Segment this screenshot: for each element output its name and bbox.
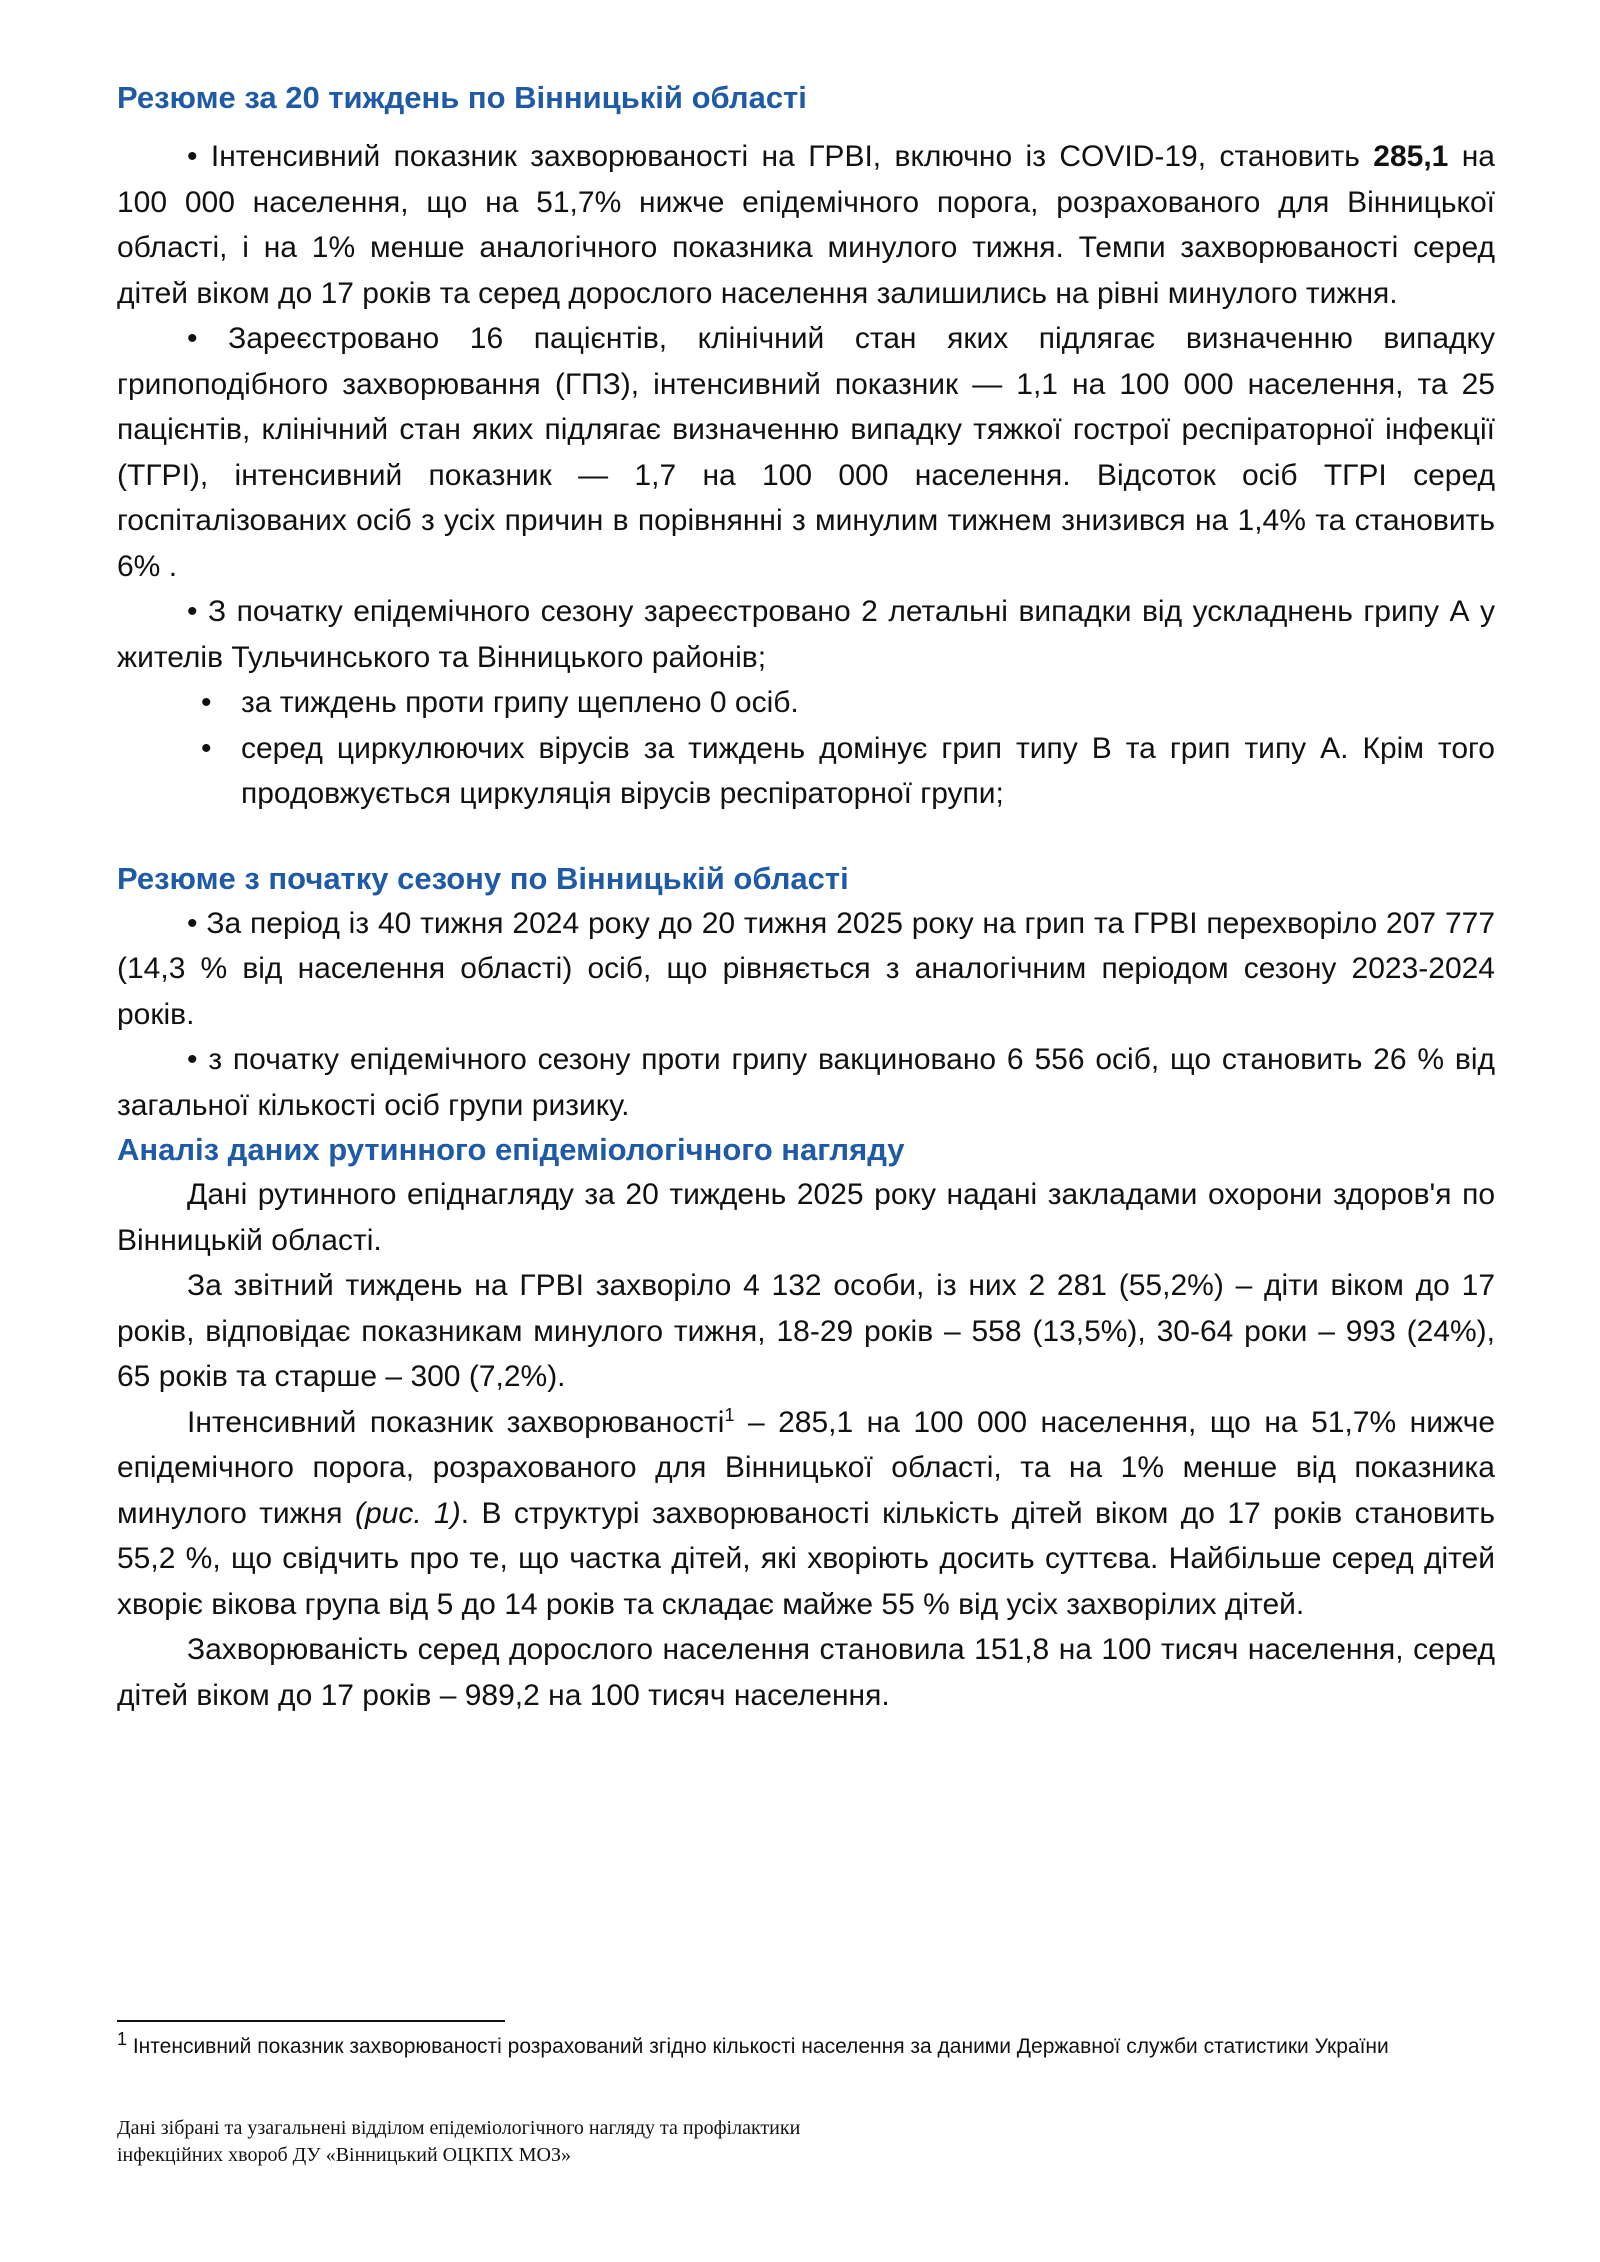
paragraph-adult-child-rates: Захворюваність серед дорослого населення становила 151,8 на 100 тисяч населення, серед дітей віком до 17 років – 989,2 на 100 тисяч населення. xyxy=(117,1633,1495,1712)
figure-reference: (рис. 1) xyxy=(354,1496,461,1530)
footnote-reference[interactable]: 1 xyxy=(724,1404,735,1425)
source-line: інфекційних хвороб ДУ «Вінницький ОЦКПХ МОЗ» xyxy=(117,2144,572,2166)
incidence-value: 285,1 xyxy=(1373,140,1449,173)
paragraph-fatal-cases: • З початку епідемічного сезону зареєстровано 2 летальні випадки від ускладнень грипу А у жителів Тульчинського та Вінницького районів; xyxy=(117,595,1495,674)
source-note xyxy=(117,2115,1117,2169)
document-page xyxy=(117,76,1495,1718)
bullet-item-vaccinated: • за тиждень проти грипу щеплено 0 осіб. xyxy=(117,680,1495,726)
paragraph-ili-sari: • Зареєстровано 16 пацієнтів, клінічний стан яких підлягає визначенню випадку грипоподібного захворювання (ГПЗ), інтенсивний показник — 1,1 на 100 000 населення, та 25 пацієнтів, клінічний стан яких підлягає визначенню випадку тяжкої гострої респіраторної інфекції (ТГРІ), інтенсивний показник — 1,7 на 100 000 населення. Відсоток осіб ТГРІ серед госпіталізованих осіб з усіх причин в порівнянні з минулим тижнем знизився на 1,4% та становить 6% . xyxy=(117,322,1495,583)
bullet-item-circulating-viruses: • серед циркулюючих вірусів за тиждень домінує грип типу В та грип типу А. Крім того продовжується циркуляція вірусів респіраторної групи; xyxy=(117,726,1495,817)
paragraph-season-vaccination: • з початку епідемічного сезону проти грипу вакциновано 6 556 осіб, що становить 26 % від загальної кількості осіб групи ризику. xyxy=(117,1043,1495,1122)
bullet-icon: • xyxy=(201,731,212,765)
footnote-marker: 1 xyxy=(117,2029,128,2049)
paragraph-season-cases: • За період із 40 тижня 2024 року до 20 тижня 2025 року на грип та ГРВІ перехворіло 207 777 (14,3 % від населення області) осіб, що рівняється з аналогічним періодом сезону 2023-2024 років. xyxy=(117,906,1495,1031)
footnote: $^1$ Інтенсивний показник захворюваності розрахований згідно кількості населення за даними Державної служби статистики України xyxy=(117,2029,1389,2058)
bullet-icon: • xyxy=(201,686,212,719)
section-title-season-summary: Резюме з початку сезону по Вінницькій області xyxy=(117,860,849,896)
paragraph-data-source: Дані рутинного епіднагляду за 20 тиждень 2025 року надані закладами охорони здоров'я по Вінницькій області. xyxy=(117,1178,1495,1257)
source-line: Дані зібрані та узагальнені відділом епідеміологічного нагляду та профілактики xyxy=(117,2117,801,2139)
section-title-weekly-summary: Резюме за 20 тиждень по Вінницькій області xyxy=(117,80,807,115)
footnote-separator xyxy=(117,2020,505,2022)
paragraph-incidence-structure: Інтенсивний показник захворюваності$^1$ – 285,1 на 100 000 населення, що на 51,7% нижче епідемічного порога, розрахованого для Вінницької області, та на 1% менше від показника минулого тижня (рис. 1). В структурі захворюваності кількість дітей віком до 17 років становить 55,2 %, що свідчить про те, що частка дітей, які хворіють досить суттєва. Найбільше серед дітей хворіє вікова група від 5 до 14 років та складає майже 55 % від усіх захворілих дітей. xyxy=(117,1404,1496,1621)
paragraph-incidence-rate: • Інтенсивний показник захворюваності на ГРВІ, включно із COVID-19, становить 285,1 на 100 000 населення, що на 51,7% нижче епідемічного порога, розрахованого для Вінницької області, і на 1% менше аналогічного показника минулого тижня. Темпи захворюваності серед дітей віком до 17 років та серед дорослого населення залишились на рівні минулого тижня. xyxy=(117,140,1495,310)
section-title-surveillance-analysis: Аналіз даних рутинного епідеміологічного нагляду xyxy=(117,1132,905,1167)
paragraph-age-breakdown: За звітний тиждень на ГРВІ захворіло 4 132 особи, із них 2 281 (55,2%) – діти віком до 17 років, відповідає показникам минулого тижня, 18-29 років – 558 (13,5%), 30-64 роки – 993 (24%), 65 років та старше – 300 (7,2%). xyxy=(117,1269,1495,1393)
